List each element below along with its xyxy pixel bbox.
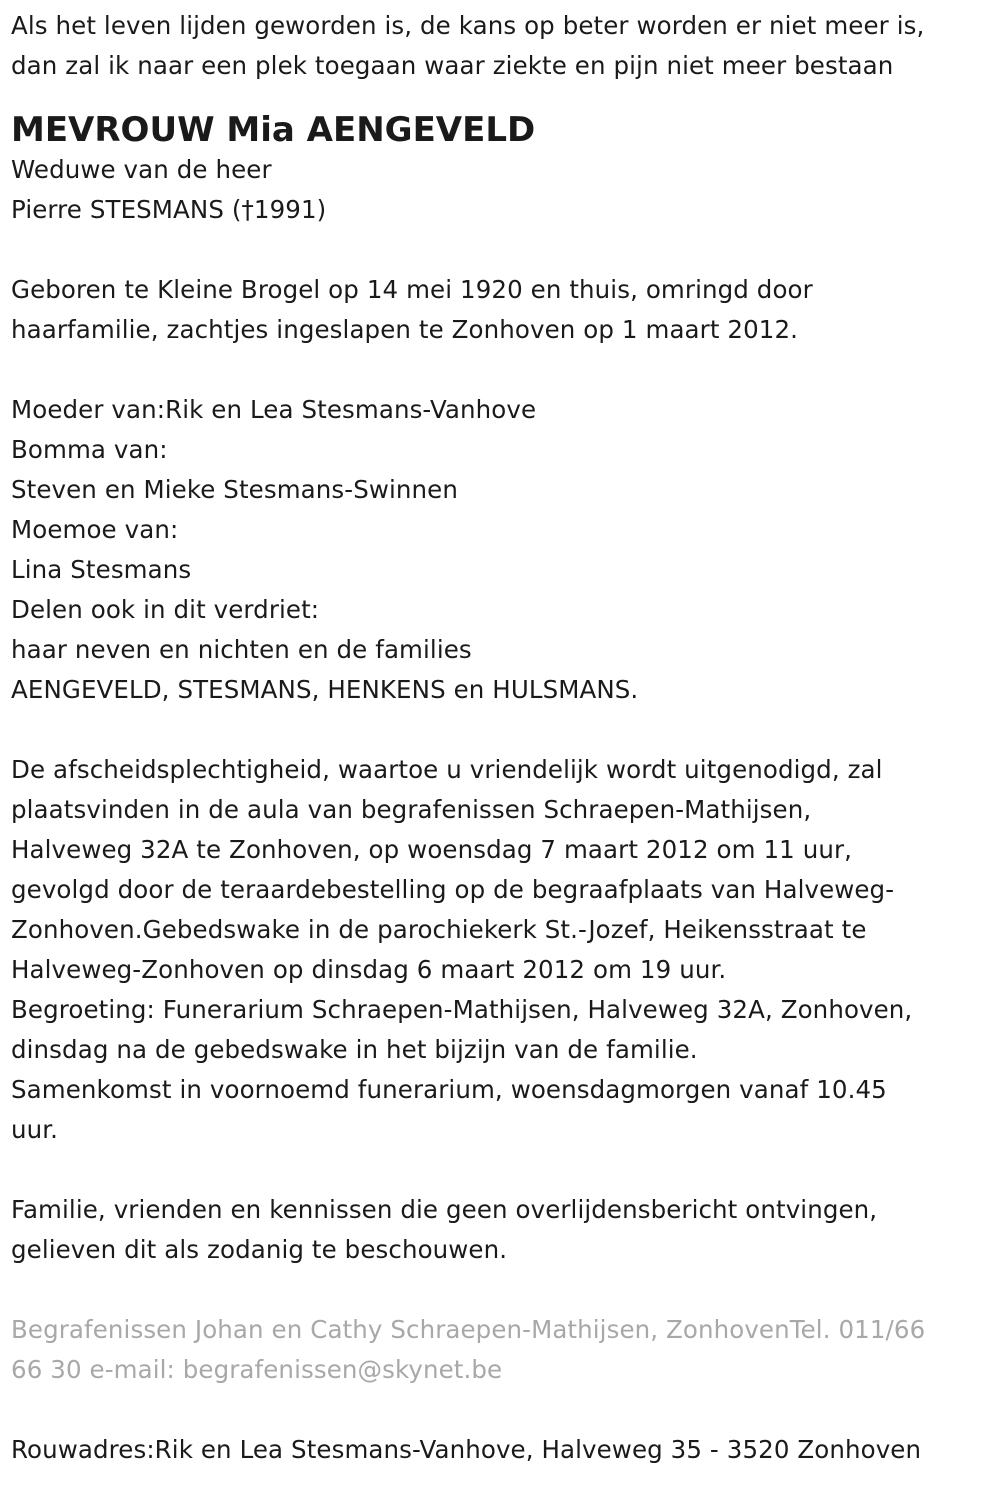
birth-death-line: haarfamilie, zachtjes ingeslapen te Zonhoven op 1 maart 2012. bbox=[11, 315, 799, 344]
undertaker-line: Begrafenissen Johan en Cathy Schraepen-Mathijsen, ZonhovenTel. 011/66 bbox=[11, 1315, 926, 1344]
ceremony-line: dinsdag na de gebedswake in het bijzijn van de familie. bbox=[11, 1035, 698, 1064]
relation-line: Pierre STESMANS (†1991) bbox=[11, 195, 327, 224]
undertaker-info bbox=[11, 1310, 1000, 1390]
undertaker-line: 66 30 e-mail: begrafenissen@skynet.be bbox=[11, 1355, 503, 1384]
ceremony-line: Samenkomst in voornoemd funerarium, woensdagmorgen vanaf 10.45 bbox=[11, 1075, 887, 1104]
ceremony-line: De afscheidsplechtigheid, waartoe u vriendelijk wordt uitgenodigd, zal bbox=[11, 755, 883, 784]
birth-death-line: Geboren te Kleine Brogel op 14 mei 1920 en thuis, omringd door bbox=[11, 275, 813, 304]
relation bbox=[11, 150, 1000, 230]
notice bbox=[11, 1190, 1000, 1270]
poem-line: Als het leven lijden geworden is, de kans op beter worden er niet meer is, bbox=[11, 11, 925, 40]
spacer bbox=[11, 1270, 1000, 1310]
spacer bbox=[11, 350, 1000, 390]
ceremony-line: Begroeting: Funerarium Schraepen-Mathijsen, Halveweg 32A, Zonhoven, bbox=[11, 995, 913, 1024]
poem bbox=[11, 6, 1000, 86]
family-line: Lina Stesmans bbox=[11, 555, 192, 584]
family-line: Moeder van:Rik en Lea Stesmans-Vanhove bbox=[11, 395, 537, 424]
spacer bbox=[11, 230, 1000, 270]
spacer bbox=[11, 710, 1000, 750]
mourning-address: Rouwadres:Rik en Lea Stesmans-Vanhove, Halveweg 35 - 3520 Zonhoven bbox=[11, 1435, 922, 1464]
ceremony-line: uur. bbox=[11, 1115, 59, 1144]
ceremony-details bbox=[11, 750, 1000, 1150]
family-line: haar neven en nichten en de families bbox=[11, 635, 472, 664]
family-list bbox=[11, 390, 1000, 710]
poem-line: dan zal ik naar een plek toegaan waar ziekte en pijn niet meer bestaan bbox=[11, 51, 894, 80]
notice-line: gelieven dit als zodanig te beschouwen. bbox=[11, 1235, 508, 1264]
ceremony-line: Halveweg 32A te Zonhoven, op woensdag 7 maart 2012 om 11 uur, bbox=[11, 835, 853, 864]
family-line: AENGEVELD, STESMANS, HENKENS en HULSMANS. bbox=[11, 675, 639, 704]
ceremony-line: Zonhoven.Gebedswake in de parochiekerk St.-Jozef, Heikensstraat te bbox=[11, 915, 867, 944]
spacer bbox=[11, 1390, 1000, 1430]
ceremony-line: plaatsvinden in de aula van begrafenissen Schraepen-Mathijsen, bbox=[11, 795, 812, 824]
relation-line: Weduwe van de heer bbox=[11, 155, 272, 184]
family-line: Bomma van: bbox=[11, 435, 168, 464]
family-line: Delen ook in dit verdriet: bbox=[11, 595, 320, 624]
birth-death bbox=[11, 270, 1000, 350]
notice-line: Familie, vrienden en kennissen die geen overlijdensbericht ontvingen, bbox=[11, 1195, 878, 1224]
family-line: Moemoe van: bbox=[11, 515, 179, 544]
family-line: Steven en Mieke Stesmans-Swinnen bbox=[11, 475, 458, 504]
spacer bbox=[11, 1150, 1000, 1190]
deceased-name: MEVROUW Mia AENGEVELD bbox=[11, 110, 536, 150]
ceremony-line: gevolgd door de teraardebestelling op de begraafplaats van Halveweg- bbox=[11, 875, 895, 904]
ceremony-line: Halveweg-Zonhoven op dinsdag 6 maart 2012 om 19 uur. bbox=[11, 955, 727, 984]
